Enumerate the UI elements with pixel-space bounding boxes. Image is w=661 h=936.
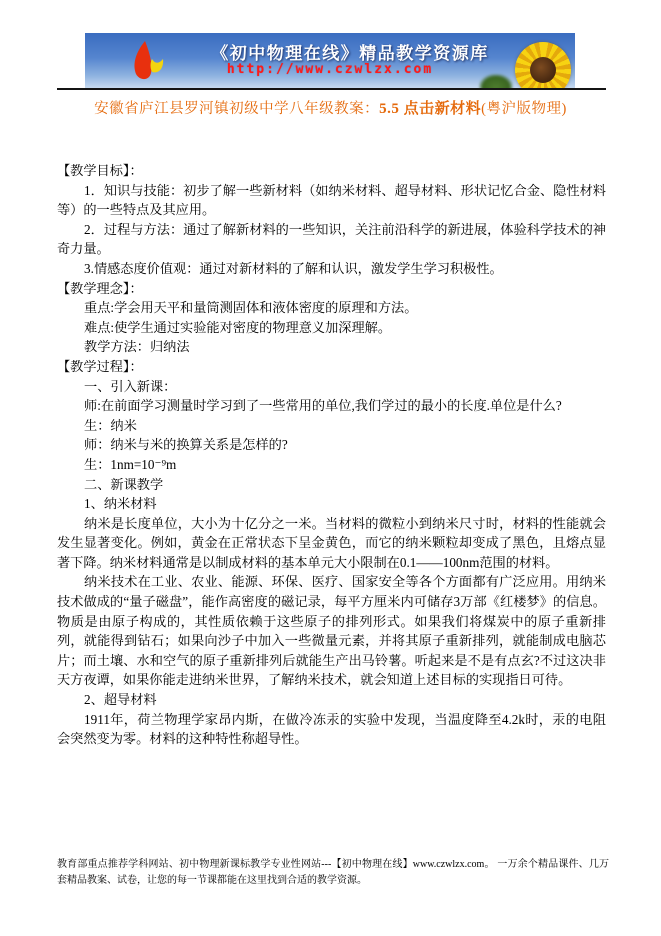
paragraph: 纳米技术在工业、农业、能源、环保、医疗、国家安全等各个方面都有广泛应用。用纳米技术做成的“量子磁盘”，能作高密度的磁记录，每平方厘米内可储存3万部《红楼梦》的信息。物质是由原子构成的，其性质依赖于这些原子的排列形式。如果我们将煤炭中的原子重新排列，就能得到钻石；如果向沙子中加入一些微量元素，并将其原子重新排列，就能制成电脑芯片；而土壤、水和空气的原子重新排列后就能生产出马铃薯。听起来是不是有点玄?不过这决非天方夜谭，如果你能走进纳米世界，了解纳米技术，就会知道上述目标的实现指日可待。	[57, 574, 606, 688]
banner-site-title: 《初中物理在线》精品教学资源库	[211, 44, 489, 63]
paragraph: 生：1nm=10⁻⁹m	[84, 456, 177, 472]
page-title	[0, 97, 661, 118]
title-prefix: 安徽省庐江县罗河镇初级中学八年级教案：	[94, 101, 380, 117]
paragraph: 教学方法：归纳法	[84, 339, 190, 355]
footer-note: 教育部重点推荐学科网站、初中物理新课标教学专业性网站---【初中物理在线】www.czwlzx.com。 一万余个精品课件、几万套精品教案、试卷，让您的每一节课都能在这里找到合适的教学资源。	[57, 859, 609, 886]
paragraph: 3.情感态度价值观：通过对新材料的了解和认识，激发学生学习积极性。	[84, 260, 503, 276]
sunflower-icon	[515, 42, 571, 88]
paragraph: 【教学过程】：	[57, 358, 143, 374]
paragraph: 师:在前面学习测量时学习到了一些常用的单位,我们学过的最小的长度.单位是什么?	[84, 398, 562, 414]
paragraph: 难点:使学生通过实验能对密度的物理意义加深理解。	[84, 319, 392, 335]
horizontal-rule	[57, 88, 606, 90]
paragraph: 1、纳米材料	[84, 496, 157, 512]
paragraph: 1911年，荷兰物理学家昂内斯，在做冷冻汞的实验中发现，当温度降至4.2k时，汞的电阻会突然变为零。材料的这种特性称超导性。	[57, 711, 606, 747]
site-banner	[85, 33, 575, 88]
title-emphasis: 5.5 点击新材料	[379, 101, 482, 117]
paragraph: 2．过程与方法：通过了解新材料的一些知识，关注前沿科学的新进展，体验科学技术的神奇力量。	[57, 221, 606, 257]
paragraph: 重点:学会用天平和量筒测固体和液体密度的原理和方法。	[84, 300, 418, 316]
document-body	[57, 161, 606, 749]
banner-site-url: http://www.czwlzx.com	[226, 62, 434, 77]
title-suffix: (粤沪版物理)	[481, 101, 567, 117]
paragraph: 二、新课教学	[84, 476, 164, 492]
paragraph: 生：纳米	[84, 417, 137, 433]
paragraph: 师：纳米与米的换算关系是怎样的?	[84, 437, 288, 453]
paragraph: 纳米是长度单位，大小为十亿分之一米。当材料的微粒小到纳米尺寸时，材料的性能就会发生显著变化。例如，黄金在正常状态下呈金黄色，而它的纳米颗粒却变成了黑色，且熔点显著下降。纳米材料通常是以制成材料的基本单元大小限制在0.1——100nm范围的材料。	[57, 515, 606, 570]
foliage-decoration	[479, 74, 513, 88]
paragraph: 2、超导材料	[84, 692, 157, 708]
paragraph: 1．知识与技能：初步了解一些新材料（如纳米材料、超导材料、形状记忆合金、隐性材料等）的一些特点及其应用。	[57, 182, 606, 218]
paragraph: 【教学理念】：	[57, 280, 143, 296]
paragraph: 【教学目标】：	[57, 163, 143, 178]
paragraph: 一、引入新课：	[84, 378, 177, 394]
